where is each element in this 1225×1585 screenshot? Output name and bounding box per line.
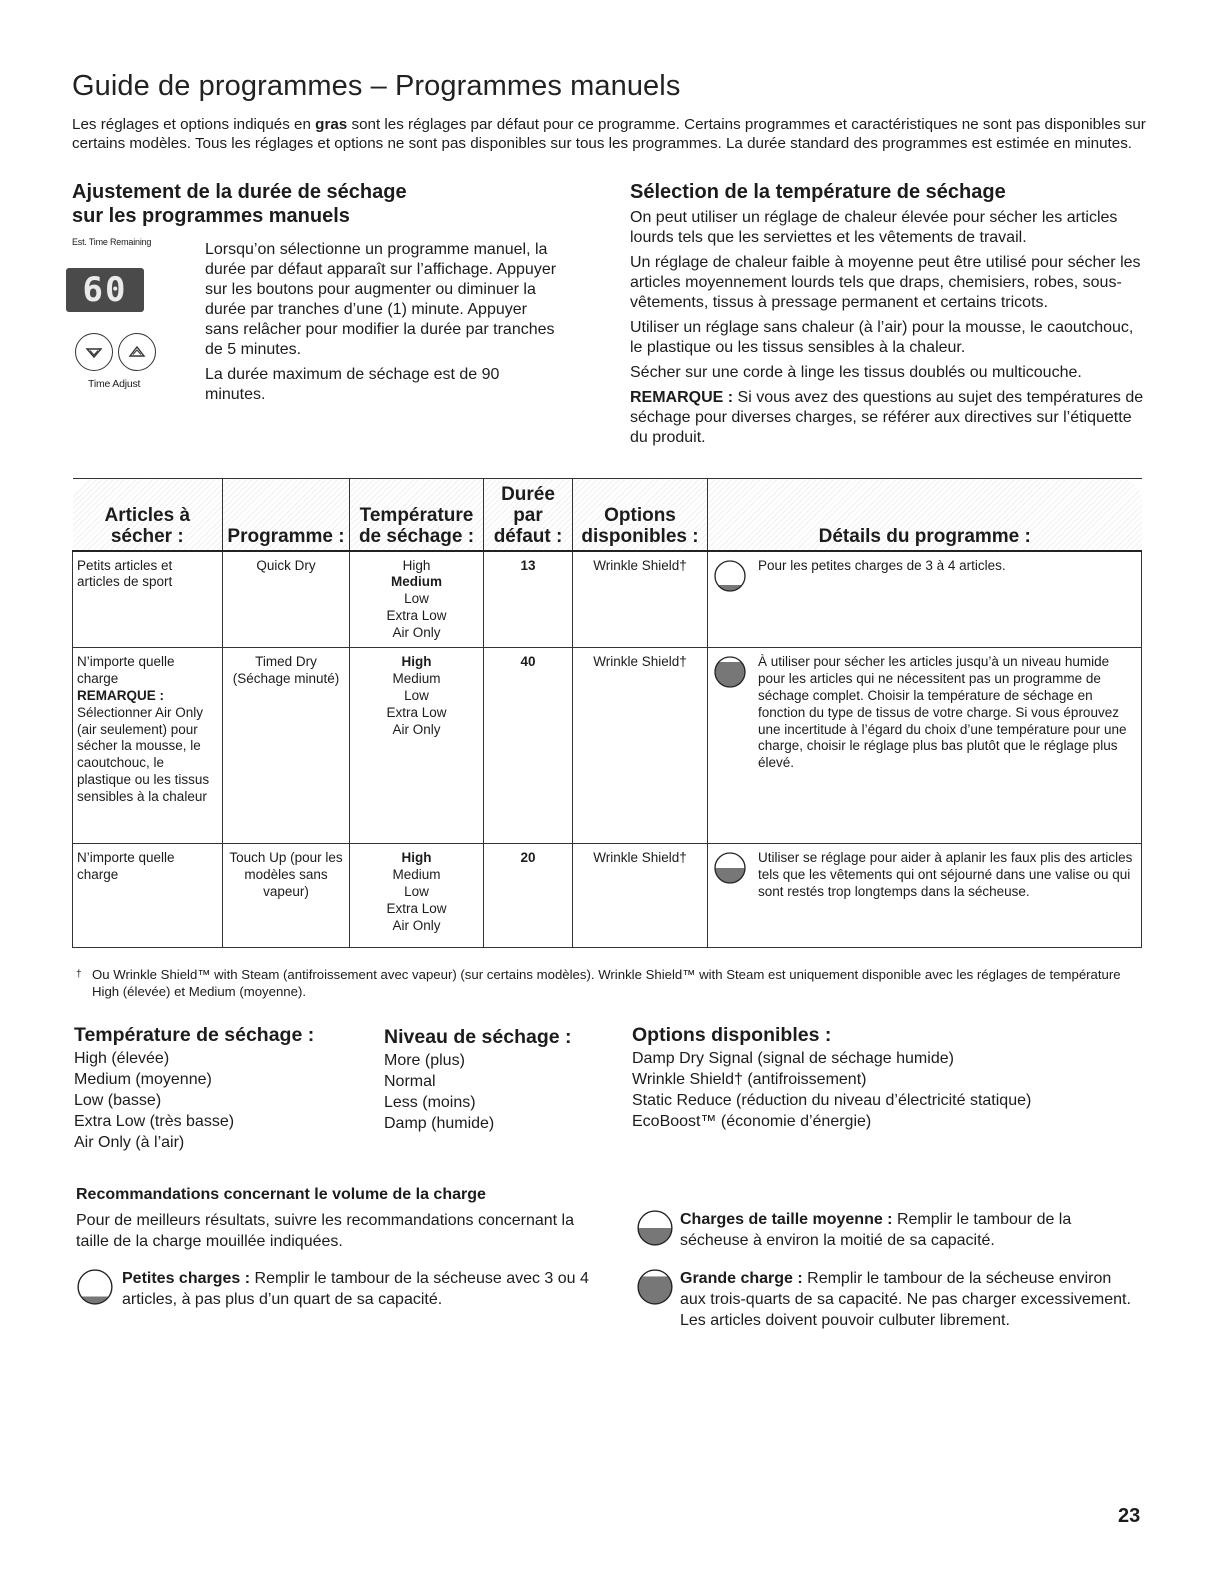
- small-load-icon: [712, 558, 748, 594]
- row-details: Pour les petites charges de 3 à 4 articles.: [708, 551, 1142, 648]
- row-details: Utiliser se réglage pour aider à aplanir les faux plis des articles tels que les vêtements qui ont séjourné dans une valise ou qui sont restés trop longtemps dans la sécheuse.: [708, 844, 1142, 948]
- temperature-list-heading: Température de séchage :: [74, 1024, 315, 1046]
- list-item: Damp (humide): [384, 1115, 495, 1132]
- medium-load-icon: [636, 1209, 674, 1247]
- row-articles: Petits articles et articles de sport: [73, 551, 223, 648]
- right-para-2: Un réglage de chaleur faible à moyenne peut être utilisé pour sécher les articles moyennement lourds tels que draps, chemisiers, robes, sous-vêtements, tissus à pressage permanent et certains tricots.: [630, 254, 1141, 311]
- load-reco-intro: Pour de meilleurs résultats, suivre les recommandations concernant la taille de la charge mouillée indiquées.: [76, 1212, 575, 1250]
- row-temperatures: High Medium Low Extra Low Air Only: [350, 844, 484, 948]
- row-details: À utiliser pour sécher les articles jusqu’à un niveau humide pour les articles qui ne nécessitent pas un programme de séchage complet. Choisir la température de séchage en fonction du type de tissus de votre charge. Si vous éprouvez une incertitude à l’égard du choix d’une température pour une charge, choisir le réglage plus bas plutôt que le réglage plus élevé.: [708, 648, 1142, 844]
- header-options: Options disponibles :: [573, 479, 708, 551]
- list-item: Low (basse): [74, 1092, 162, 1109]
- list-item: Air Only (à l’air): [74, 1134, 185, 1151]
- small-load-reco: Petites charges : Remplir le tambour de la sécheuse avec 3 ou 4 articles, à pas plus d’un quart de sa capacité.: [76, 1268, 616, 1310]
- row-duree: 13: [484, 551, 573, 648]
- list-item: Wrinkle Shield† (antifroissement): [632, 1071, 867, 1088]
- load-recommendations: [76, 1185, 596, 1252]
- right-section: [630, 180, 1145, 453]
- right-para-1: On peut utiliser un réglage de chaleur élevée pour sécher les articles lourds tels que les serviettes et les vêtements de travail.: [630, 209, 1118, 246]
- left-para-1: Lorsqu’on sélectionne un programme manuel, la durée par défaut apparaît sur l’affichage. Appuyer sur les boutons pour augmenter ou diminuer la durée par tranches d’une (1) minute. Appuyer sans relâcher pour modifier la durée par tranches de 5 minutes.: [205, 241, 557, 358]
- time-up-button[interactable]: [118, 333, 156, 371]
- list-item: Normal: [384, 1073, 436, 1090]
- temperature-list: [74, 1024, 364, 1153]
- row-duree: 40: [484, 648, 573, 844]
- medium-load-reco: Charges de taille moyenne : Remplir le tambour de la sécheuse à environ la moitié de sa capacité.: [636, 1209, 1136, 1251]
- options-list-heading: Options disponibles :: [632, 1024, 832, 1046]
- list-item: Damp Dry Signal (signal de séchage humide): [632, 1050, 954, 1067]
- medium-load-icon: [712, 850, 748, 886]
- level-list: [384, 1026, 614, 1134]
- list-item: Medium (moyenne): [74, 1071, 212, 1088]
- time-down-button[interactable]: [75, 333, 113, 371]
- page-number: 23: [1118, 1505, 1141, 1527]
- level-list-heading: Niveau de séchage :: [384, 1026, 572, 1048]
- list-item: High (élevée): [74, 1050, 170, 1067]
- row-options: Wrinkle Shield†: [573, 648, 708, 844]
- large-load-icon: [636, 1268, 674, 1306]
- row-duree: 20: [484, 844, 573, 948]
- load-reco-heading: Recommandations concernant le volume de la charge: [76, 1186, 486, 1203]
- left-heading-line2: sur les programmes manuels: [72, 205, 350, 227]
- table-row: [73, 648, 1142, 844]
- header-articles: Articles à sécher :: [73, 479, 223, 551]
- page-title: Guide de programmes – Programmes manuels: [72, 70, 681, 102]
- program-table: [72, 478, 1142, 948]
- row-articles: N’importe quelle charge: [73, 844, 223, 948]
- footnote-mark: †: [76, 969, 82, 980]
- row-temperatures: High Medium Low Extra Low Air Only: [350, 648, 484, 844]
- left-heading-line1: Ajustement de la durée de séchage: [72, 181, 407, 203]
- left-body: [205, 240, 560, 410]
- chevron-up-icon: [126, 341, 148, 363]
- time-display: 60: [66, 268, 144, 312]
- right-para-3: Utiliser un réglage sans chaleur (à l’air) pour la mousse, le caoutchouc, le plastique ou les tissus sensibles à la chaleur.: [630, 319, 1134, 356]
- list-item: Static Reduce (réduction du niveau d’électricité statique): [632, 1092, 1032, 1109]
- right-heading: Sélection de la température de séchage: [630, 181, 1006, 203]
- list-item: EcoBoost™ (économie d’énergie): [632, 1113, 872, 1130]
- small-load-icon: [76, 1268, 114, 1306]
- row-options: Wrinkle Shield†: [573, 551, 708, 648]
- header-details: Détails du programme :: [708, 479, 1142, 551]
- table-row: [73, 844, 1142, 948]
- row-programme: Touch Up (pour les modèles sans vapeur): [223, 844, 350, 948]
- list-item: Less (moins): [384, 1094, 476, 1111]
- footnote: † Ou Wrinkle Shield™ with Steam (antifroissement avec vapeur) (sur certains modèles). Wrinkle Shield™ with Steam est uniquement disponible avec les réglages de température High (élevée) et Medium (moyenne).: [76, 967, 1121, 999]
- row-programme: Quick Dry: [223, 551, 350, 648]
- options-list: [632, 1024, 1132, 1132]
- list-item: Extra Low (très basse): [74, 1113, 235, 1130]
- header-duree: Durée par défaut :: [484, 479, 573, 551]
- list-item: More (plus): [384, 1052, 465, 1069]
- row-programme: Timed Dry (Séchage minuté): [223, 648, 350, 844]
- row-articles: N’importe quelle charge REMARQUE : Sélectionner Air Only (air seulement) pour sécher la mousse, le caoutchouc, le plastique ou les tissus sensibles à la chaleur: [73, 648, 223, 844]
- display-label: Est. Time Remaining: [72, 237, 152, 247]
- left-section: [72, 180, 552, 228]
- row-temperatures: High Medium Low Extra Low Air Only: [350, 551, 484, 648]
- chevron-down-icon: [83, 341, 105, 363]
- large-load-icon: [712, 654, 748, 690]
- right-para-4: Sécher sur une corde à linge les tissus doublés ou multicouche.: [630, 364, 1082, 381]
- time-adjust-label: Time Adjust: [88, 378, 141, 390]
- header-programme: Programme :: [223, 479, 350, 551]
- intro-paragraph: Les réglages et options indiqués en gras sont les réglages par défaut pour ce programme. Certains programmes et caractéristiques ne sont pas disponibles sur certains modèles. Tous les réglages et options ne sont pas disponibles sur tous les programmes. La durée standard des programmes est estimée en minutes.: [72, 116, 1146, 152]
- header-temperature: Température de séchage :: [350, 479, 484, 551]
- left-para-2: La durée maximum de séchage est de 90 minutes.: [205, 366, 500, 403]
- row-options: Wrinkle Shield†: [573, 844, 708, 948]
- large-load-reco: Grande charge : Remplir le tambour de la sécheuse environ aux trois-quarts de sa capacité. Ne pas charger excessivement. Les articles doivent pouvoir culbuter librement.: [636, 1268, 1136, 1331]
- right-note: REMARQUE : Si vous avez des questions au sujet des températures de séchage pour diverses charges, se référer aux directives sur l’étiquette du produit.: [630, 389, 1144, 446]
- table-row: [73, 551, 1142, 648]
